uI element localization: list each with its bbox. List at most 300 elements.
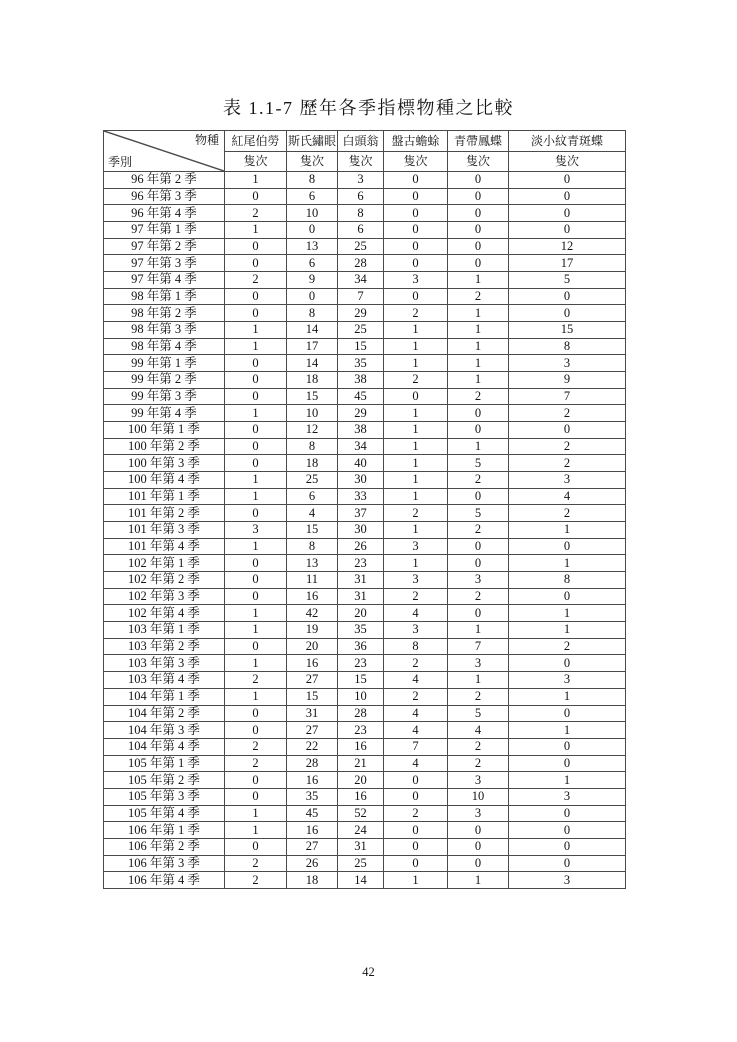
season-label: 101 年第 3 季 xyxy=(104,522,225,539)
count-cell: 2 xyxy=(448,755,509,772)
count-cell: 2 xyxy=(509,405,626,422)
table-row xyxy=(104,655,626,672)
count-cell: 15 xyxy=(338,672,384,689)
count-cell: 11 xyxy=(287,572,338,589)
count-cell: 1 xyxy=(448,305,509,322)
count-cell: 3 xyxy=(509,355,626,372)
count-cell: 36 xyxy=(338,638,384,655)
table-row xyxy=(104,755,626,772)
count-cell: 0 xyxy=(225,422,287,439)
table-row xyxy=(104,605,626,622)
count-cell: 20 xyxy=(338,605,384,622)
count-cell: 21 xyxy=(338,755,384,772)
count-cell: 37 xyxy=(338,505,384,522)
species-column-header: 斯氏繡眼 xyxy=(287,131,338,152)
count-cell: 0 xyxy=(509,172,626,189)
season-label: 105 年第 1 季 xyxy=(104,755,225,772)
count-cell: 31 xyxy=(338,588,384,605)
count-cell: 0 xyxy=(448,538,509,555)
count-cell: 4 xyxy=(384,722,448,739)
count-cell: 0 xyxy=(509,838,626,855)
season-label: 106 年第 2 季 xyxy=(104,838,225,855)
count-cell: 10 xyxy=(448,788,509,805)
count-cell: 0 xyxy=(509,738,626,755)
count-cell: 7 xyxy=(448,638,509,655)
count-cell: 25 xyxy=(338,322,384,339)
count-cell: 16 xyxy=(338,788,384,805)
count-cell: 1 xyxy=(509,522,626,539)
count-cell: 2 xyxy=(509,438,626,455)
count-cell: 0 xyxy=(225,838,287,855)
season-label: 96 年第 4 季 xyxy=(104,205,225,222)
count-cell: 0 xyxy=(225,555,287,572)
season-label: 106 年第 4 季 xyxy=(104,872,225,889)
count-cell: 31 xyxy=(287,705,338,722)
count-cell: 6 xyxy=(338,222,384,239)
table-row xyxy=(104,238,626,255)
count-cell: 10 xyxy=(287,205,338,222)
table-row xyxy=(104,672,626,689)
count-cell: 0 xyxy=(384,238,448,255)
count-cell: 0 xyxy=(384,855,448,872)
count-cell: 7 xyxy=(384,738,448,755)
count-cell: 1 xyxy=(384,422,448,439)
count-cell: 1 xyxy=(225,222,287,239)
count-cell: 2 xyxy=(448,522,509,539)
count-cell: 30 xyxy=(338,472,384,489)
count-cell: 0 xyxy=(509,538,626,555)
table-row xyxy=(104,555,626,572)
count-cell: 1 xyxy=(448,372,509,389)
table-row xyxy=(104,272,626,289)
table-row xyxy=(104,722,626,739)
count-cell: 12 xyxy=(287,422,338,439)
count-cell: 4 xyxy=(509,488,626,505)
count-cell: 2 xyxy=(225,272,287,289)
count-cell: 6 xyxy=(287,488,338,505)
count-cell: 2 xyxy=(225,872,287,889)
count-cell: 0 xyxy=(509,205,626,222)
count-cell: 1 xyxy=(384,555,448,572)
count-cell: 0 xyxy=(509,805,626,822)
count-cell: 15 xyxy=(338,338,384,355)
count-cell: 0 xyxy=(225,238,287,255)
page-title: 表 1.1-7 歷年各季指標物種之比較 xyxy=(223,98,514,118)
count-cell: 8 xyxy=(287,305,338,322)
season-label: 105 年第 4 季 xyxy=(104,805,225,822)
count-cell: 34 xyxy=(338,438,384,455)
count-cell: 8 xyxy=(509,572,626,589)
count-cell: 35 xyxy=(338,355,384,372)
count-cell: 24 xyxy=(338,822,384,839)
count-cell: 1 xyxy=(384,872,448,889)
season-label: 100 年第 3 季 xyxy=(104,455,225,472)
table-header xyxy=(104,131,626,172)
unit-header: 隻次 xyxy=(509,151,626,172)
season-label: 104 年第 3 季 xyxy=(104,722,225,739)
count-cell: 0 xyxy=(509,288,626,305)
season-label: 100 年第 1 季 xyxy=(104,422,225,439)
count-cell: 0 xyxy=(448,188,509,205)
corner-cell xyxy=(104,131,225,172)
count-cell: 3 xyxy=(448,572,509,589)
season-label: 102 年第 4 季 xyxy=(104,605,225,622)
unit-header: 隻次 xyxy=(225,151,287,172)
season-label: 104 年第 2 季 xyxy=(104,705,225,722)
unit-header: 隻次 xyxy=(338,151,384,172)
season-label: 101 年第 1 季 xyxy=(104,488,225,505)
species-column-header: 淡小紋青斑蝶 xyxy=(509,131,626,152)
table-row xyxy=(104,638,626,655)
table-row xyxy=(104,522,626,539)
page-number: 42 xyxy=(362,965,375,979)
count-cell: 1 xyxy=(448,322,509,339)
table-row xyxy=(104,438,626,455)
count-cell: 1 xyxy=(225,822,287,839)
season-label: 103 年第 3 季 xyxy=(104,655,225,672)
season-label: 104 年第 1 季 xyxy=(104,688,225,705)
count-cell: 14 xyxy=(338,872,384,889)
count-cell: 4 xyxy=(384,705,448,722)
count-cell: 3 xyxy=(384,572,448,589)
species-column-header: 盤古蟾蜍 xyxy=(384,131,448,152)
count-cell: 2 xyxy=(448,688,509,705)
table-row xyxy=(104,872,626,889)
count-cell: 1 xyxy=(225,655,287,672)
table-row xyxy=(104,472,626,489)
count-cell: 2 xyxy=(384,655,448,672)
season-label: 96 年第 2 季 xyxy=(104,172,225,189)
count-cell: 0 xyxy=(384,772,448,789)
count-cell: 3 xyxy=(225,522,287,539)
count-cell: 27 xyxy=(287,722,338,739)
count-cell: 16 xyxy=(287,588,338,605)
count-cell: 18 xyxy=(287,872,338,889)
table-row xyxy=(104,255,626,272)
count-cell: 1 xyxy=(225,472,287,489)
count-cell: 0 xyxy=(509,305,626,322)
table-row xyxy=(104,805,626,822)
count-cell: 1 xyxy=(509,772,626,789)
count-cell: 33 xyxy=(338,488,384,505)
count-cell: 17 xyxy=(287,338,338,355)
count-cell: 1 xyxy=(225,688,287,705)
season-label: 98 年第 4 季 xyxy=(104,338,225,355)
count-cell: 10 xyxy=(287,405,338,422)
season-label: 96 年第 3 季 xyxy=(104,188,225,205)
count-cell: 34 xyxy=(338,272,384,289)
count-cell: 0 xyxy=(448,255,509,272)
count-cell: 40 xyxy=(338,455,384,472)
count-cell: 45 xyxy=(338,388,384,405)
table-row xyxy=(104,205,626,222)
seasonal-indicator-species-table xyxy=(103,130,626,889)
count-cell: 12 xyxy=(509,238,626,255)
table-row xyxy=(104,455,626,472)
season-label: 99 年第 4 季 xyxy=(104,405,225,422)
season-label: 98 年第 3 季 xyxy=(104,322,225,339)
table-row xyxy=(104,422,626,439)
table-row xyxy=(104,705,626,722)
season-label: 99 年第 1 季 xyxy=(104,355,225,372)
count-cell: 1 xyxy=(384,522,448,539)
count-cell: 3 xyxy=(448,655,509,672)
table-row xyxy=(104,572,626,589)
count-cell: 0 xyxy=(509,855,626,872)
count-cell: 0 xyxy=(225,772,287,789)
count-cell: 2 xyxy=(509,638,626,655)
count-cell: 2 xyxy=(448,472,509,489)
table-row xyxy=(104,855,626,872)
count-cell: 35 xyxy=(338,622,384,639)
table-row xyxy=(104,505,626,522)
count-cell: 4 xyxy=(287,505,338,522)
unit-header: 隻次 xyxy=(448,151,509,172)
count-cell: 1 xyxy=(384,488,448,505)
count-cell: 3 xyxy=(509,788,626,805)
table-row xyxy=(104,305,626,322)
season-label: 99 年第 2 季 xyxy=(104,372,225,389)
count-cell: 27 xyxy=(287,672,338,689)
count-cell: 20 xyxy=(287,638,338,655)
count-cell: 45 xyxy=(287,805,338,822)
table-row xyxy=(104,405,626,422)
season-label: 106 年第 3 季 xyxy=(104,855,225,872)
count-cell: 25 xyxy=(338,238,384,255)
count-cell: 1 xyxy=(509,555,626,572)
count-cell: 5 xyxy=(448,705,509,722)
count-cell: 0 xyxy=(384,188,448,205)
count-cell: 0 xyxy=(225,255,287,272)
count-cell: 3 xyxy=(384,622,448,639)
count-cell: 23 xyxy=(338,722,384,739)
count-cell: 27 xyxy=(287,838,338,855)
count-cell: 0 xyxy=(509,188,626,205)
species-column-header: 紅尾伯勞 xyxy=(225,131,287,152)
count-cell: 1 xyxy=(225,172,287,189)
count-cell: 2 xyxy=(384,805,448,822)
corner-label-season: 季別 xyxy=(108,154,133,169)
season-label: 98 年第 1 季 xyxy=(104,288,225,305)
table-row xyxy=(104,488,626,505)
count-cell: 1 xyxy=(509,605,626,622)
count-cell: 22 xyxy=(287,738,338,755)
count-cell: 1 xyxy=(225,338,287,355)
season-label: 103 年第 4 季 xyxy=(104,672,225,689)
count-cell: 4 xyxy=(384,605,448,622)
season-label: 102 年第 2 季 xyxy=(104,572,225,589)
count-cell: 0 xyxy=(448,405,509,422)
count-cell: 1 xyxy=(225,622,287,639)
count-cell: 8 xyxy=(338,205,384,222)
count-cell: 0 xyxy=(384,822,448,839)
count-cell: 6 xyxy=(287,188,338,205)
count-cell: 0 xyxy=(509,755,626,772)
count-cell: 4 xyxy=(384,672,448,689)
season-label: 100 年第 2 季 xyxy=(104,438,225,455)
count-cell: 3 xyxy=(338,172,384,189)
count-cell: 0 xyxy=(225,638,287,655)
count-cell: 0 xyxy=(448,838,509,855)
count-cell: 1 xyxy=(509,722,626,739)
count-cell: 2 xyxy=(384,505,448,522)
count-cell: 1 xyxy=(384,472,448,489)
count-cell: 1 xyxy=(384,355,448,372)
table-body xyxy=(104,172,626,889)
count-cell: 1 xyxy=(448,438,509,455)
count-cell: 29 xyxy=(338,305,384,322)
unit-header: 隻次 xyxy=(384,151,448,172)
count-cell: 42 xyxy=(287,605,338,622)
count-cell: 1 xyxy=(384,438,448,455)
count-cell: 13 xyxy=(287,555,338,572)
count-cell: 0 xyxy=(509,422,626,439)
count-cell: 2 xyxy=(509,455,626,472)
count-cell: 15 xyxy=(287,688,338,705)
count-cell: 1 xyxy=(225,322,287,339)
count-cell: 6 xyxy=(287,255,338,272)
count-cell: 3 xyxy=(384,538,448,555)
count-cell: 26 xyxy=(338,538,384,555)
table-row xyxy=(104,738,626,755)
count-cell: 8 xyxy=(509,338,626,355)
count-cell: 18 xyxy=(287,372,338,389)
count-cell: 0 xyxy=(225,305,287,322)
count-cell: 15 xyxy=(287,522,338,539)
count-cell: 17 xyxy=(509,255,626,272)
count-cell: 25 xyxy=(338,855,384,872)
table-row xyxy=(104,188,626,205)
count-cell: 25 xyxy=(287,472,338,489)
count-cell: 0 xyxy=(448,605,509,622)
season-label: 103 年第 1 季 xyxy=(104,622,225,639)
count-cell: 15 xyxy=(509,322,626,339)
count-cell: 0 xyxy=(384,288,448,305)
table-row xyxy=(104,788,626,805)
count-cell: 3 xyxy=(509,672,626,689)
season-label: 97 年第 1 季 xyxy=(104,222,225,239)
count-cell: 0 xyxy=(448,205,509,222)
count-cell: 3 xyxy=(448,772,509,789)
count-cell: 0 xyxy=(448,238,509,255)
table-row xyxy=(104,288,626,305)
count-cell: 0 xyxy=(225,438,287,455)
count-cell: 31 xyxy=(338,572,384,589)
count-cell: 0 xyxy=(448,555,509,572)
count-cell: 28 xyxy=(338,705,384,722)
count-cell: 2 xyxy=(225,855,287,872)
count-cell: 2 xyxy=(384,305,448,322)
count-cell: 1 xyxy=(448,355,509,372)
count-cell: 2 xyxy=(225,755,287,772)
count-cell: 1 xyxy=(225,538,287,555)
header-row-species xyxy=(104,131,626,152)
count-cell: 0 xyxy=(509,705,626,722)
count-cell: 0 xyxy=(448,822,509,839)
count-cell: 6 xyxy=(338,188,384,205)
season-label: 97 年第 3 季 xyxy=(104,255,225,272)
count-cell: 23 xyxy=(338,655,384,672)
table-row xyxy=(104,172,626,189)
count-cell: 8 xyxy=(287,438,338,455)
count-cell: 2 xyxy=(448,288,509,305)
count-cell: 52 xyxy=(338,805,384,822)
season-label: 97 年第 4 季 xyxy=(104,272,225,289)
count-cell: 0 xyxy=(225,372,287,389)
count-cell: 2 xyxy=(384,372,448,389)
table-row xyxy=(104,322,626,339)
table-row xyxy=(104,822,626,839)
count-cell: 0 xyxy=(509,222,626,239)
count-cell: 1 xyxy=(384,338,448,355)
count-cell: 0 xyxy=(384,172,448,189)
count-cell: 35 xyxy=(287,788,338,805)
count-cell: 1 xyxy=(225,488,287,505)
count-cell: 0 xyxy=(225,572,287,589)
count-cell: 1 xyxy=(225,605,287,622)
count-cell: 0 xyxy=(384,205,448,222)
count-cell: 0 xyxy=(287,288,338,305)
count-cell: 1 xyxy=(225,405,287,422)
count-cell: 1 xyxy=(448,272,509,289)
count-cell: 7 xyxy=(509,388,626,405)
count-cell: 4 xyxy=(448,722,509,739)
count-cell: 7 xyxy=(338,288,384,305)
count-cell: 9 xyxy=(509,372,626,389)
count-cell: 8 xyxy=(384,638,448,655)
count-cell: 18 xyxy=(287,455,338,472)
count-cell: 0 xyxy=(225,455,287,472)
count-cell: 2 xyxy=(509,505,626,522)
count-cell: 38 xyxy=(338,372,384,389)
count-cell: 10 xyxy=(338,688,384,705)
count-cell: 0 xyxy=(225,722,287,739)
count-cell: 1 xyxy=(448,622,509,639)
season-label: 104 年第 4 季 xyxy=(104,738,225,755)
count-cell: 1 xyxy=(384,455,448,472)
table-row xyxy=(104,538,626,555)
count-cell: 16 xyxy=(287,655,338,672)
count-cell: 2 xyxy=(225,738,287,755)
count-cell: 0 xyxy=(225,288,287,305)
count-cell: 4 xyxy=(384,755,448,772)
count-cell: 23 xyxy=(338,555,384,572)
count-cell: 0 xyxy=(384,838,448,855)
season-label: 105 年第 3 季 xyxy=(104,788,225,805)
count-cell: 9 xyxy=(287,272,338,289)
table-row xyxy=(104,355,626,372)
count-cell: 2 xyxy=(225,205,287,222)
count-cell: 0 xyxy=(225,505,287,522)
count-cell: 38 xyxy=(338,422,384,439)
count-cell: 31 xyxy=(338,838,384,855)
count-cell: 1 xyxy=(509,688,626,705)
count-cell: 0 xyxy=(384,388,448,405)
count-cell: 0 xyxy=(509,655,626,672)
count-cell: 0 xyxy=(448,855,509,872)
count-cell: 28 xyxy=(338,255,384,272)
count-cell: 2 xyxy=(448,588,509,605)
count-cell: 16 xyxy=(287,772,338,789)
season-label: 101 年第 4 季 xyxy=(104,538,225,555)
table-row xyxy=(104,372,626,389)
count-cell: 0 xyxy=(448,172,509,189)
count-cell: 0 xyxy=(448,222,509,239)
count-cell: 20 xyxy=(338,772,384,789)
table-row xyxy=(104,388,626,405)
count-cell: 3 xyxy=(384,272,448,289)
species-column-header: 青帶鳳蝶 xyxy=(448,131,509,152)
